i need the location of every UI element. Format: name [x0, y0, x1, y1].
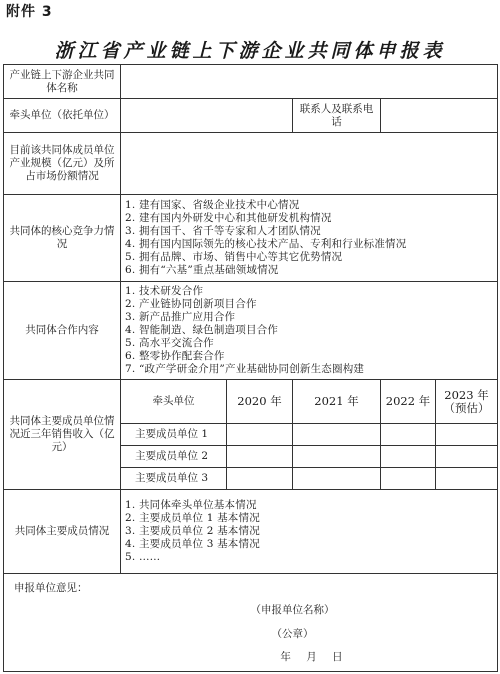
opinion-date: 年 月 日	[280, 651, 349, 663]
sales-head-lead-unit: 牵头单位	[121, 380, 227, 424]
competitiveness-list	[121, 195, 498, 282]
application-form-table	[3, 64, 498, 672]
list-item: 1. 共同体牵头单位基本情况	[125, 499, 257, 511]
sales-cell[interactable]	[381, 446, 436, 468]
sales-label: 共同体主要成员单位情况近三年销售收入（亿元）	[4, 380, 121, 490]
year-2021-header: 2021 年	[293, 380, 381, 424]
sales-cell[interactable]	[227, 468, 293, 490]
year-2020-header: 2020 年	[227, 380, 293, 424]
list-item: 1. 建有国家、省级企业技术中心情况	[125, 199, 300, 211]
list-item: 5. 高水平交流合作	[125, 337, 214, 349]
sales-cell[interactable]	[436, 468, 498, 490]
list-item: 5. 拥有品牌、市场、销售中心等其它优势情况	[125, 251, 343, 263]
sales-unit-1-label: 主要成员单位 1	[121, 424, 227, 446]
list-item: 4. 拥有国内国际领先的核心技术产品、专利和行业标准情况	[125, 238, 407, 250]
sales-cell[interactable]	[381, 468, 436, 490]
sales-cell[interactable]	[436, 446, 498, 468]
year-2022-header: 2022 年	[381, 380, 436, 424]
lead-unit-label: 牵头单位（依托单位）	[4, 99, 121, 133]
scale-label: 目前该共同体成员单位产业规模（亿元）及所占市场份额情况	[4, 133, 121, 195]
lead-unit-field[interactable]	[121, 99, 293, 133]
attachment-label: 附件 3	[6, 4, 53, 20]
contact-field[interactable]	[381, 99, 498, 133]
contact-label: 联系人及联系电话	[293, 99, 381, 133]
list-item: 6. 整零协作配套合作	[125, 350, 225, 362]
list-item: 2. 主要成员单位 1 基本情况	[125, 512, 260, 524]
sales-cell[interactable]	[293, 446, 381, 468]
opinion-seal: （公章）	[271, 628, 314, 640]
list-item: 5. ……	[125, 551, 161, 563]
sales-unit-3-label: 主要成员单位 3	[121, 468, 227, 490]
community-name-label: 产业链上下游企业共同体名称	[4, 65, 121, 99]
form-title: 浙江省产业链上下游企业共同体申报表	[54, 40, 446, 62]
sales-cell[interactable]	[293, 468, 381, 490]
list-item: 3. 拥有国千、省千等专家和人才团队情况	[125, 225, 321, 237]
list-item: 7. “政产学研金介用”产业基础协同创新生态圈构建	[125, 363, 365, 375]
opinion-unit-name: （申报单位名称）	[250, 604, 335, 616]
list-item: 3. 主要成员单位 2 基本情况	[125, 525, 260, 537]
sales-cell[interactable]	[381, 424, 436, 446]
cooperation-label: 共同体合作内容	[4, 282, 121, 380]
competitiveness-label: 共同体的核心竞争力情况	[4, 195, 121, 282]
sales-cell[interactable]	[227, 424, 293, 446]
members-list	[121, 490, 498, 574]
community-name-field[interactable]	[121, 65, 498, 99]
year-2023-header: 2023 年（预估）	[436, 380, 498, 424]
scale-field[interactable]	[121, 133, 498, 195]
list-item: 2. 产业链协同创新项目合作	[125, 298, 257, 310]
sales-cell[interactable]	[227, 446, 293, 468]
list-item: 4. 主要成员单位 3 基本情况	[125, 538, 260, 550]
list-item: 4. 智能制造、绿色制造项目合作	[125, 324, 279, 336]
applicant-opinion-field[interactable]	[4, 574, 498, 672]
members-label: 共同体主要成员情况	[4, 490, 121, 574]
cooperation-list	[121, 282, 498, 380]
opinion-title: 申报单位意见：	[14, 582, 88, 594]
sales-cell[interactable]	[436, 424, 498, 446]
list-item: 1. 技术研发合作	[125, 285, 204, 297]
list-item: 6. 拥有“六基”重点基础领域情况	[125, 264, 279, 276]
sales-unit-2-label: 主要成员单位 2	[121, 446, 227, 468]
sales-cell[interactable]	[293, 424, 381, 446]
list-item: 3. 新产品推广应用合作	[125, 311, 236, 323]
list-item: 2. 建有国内外研发中心和其他研发机构情况	[125, 212, 332, 224]
